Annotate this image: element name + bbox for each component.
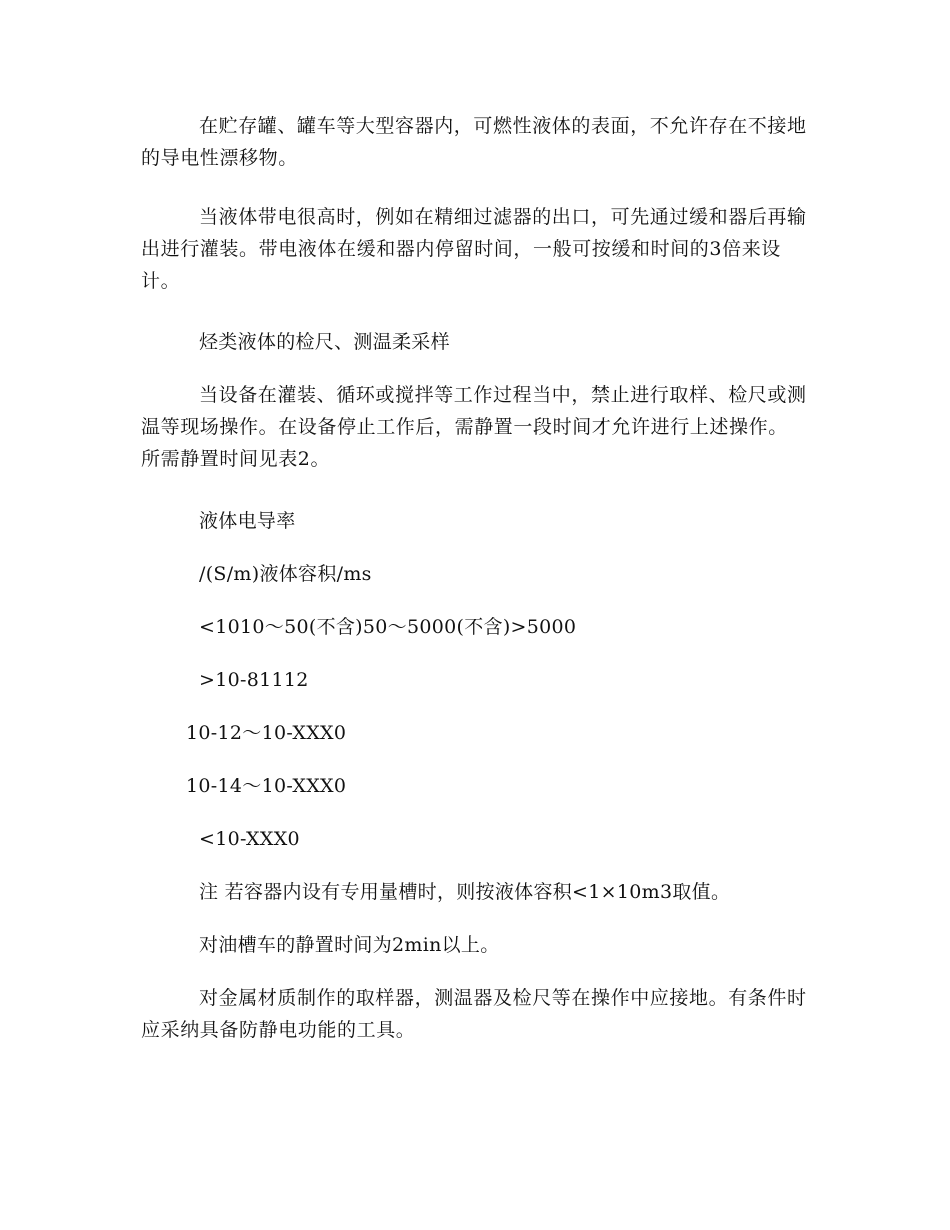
table-row-3: 10-14～10-XXX0	[186, 775, 347, 797]
section-heading-sampling: 烃类液体的检尺、测温柔采样	[199, 331, 450, 353]
table-note: 注 若容器内设有专用量槽时，则按液体容积<1×10m3取值。	[199, 881, 731, 903]
paragraph-floating-objects: 在贮存罐、罐车等大型容器内，可燃性液体的表面，不允许存在不接地的导电性漂移物。	[141, 115, 807, 169]
table-header-conductivity: 液体电导率	[199, 510, 296, 532]
paragraph-relaxation-device: 当液体带电很高时，例如在精细过滤器的出口，可先通过缓和器后再输出进行灌装。带电液体在缓和器内停留时间，一般可按缓和时间的3倍来设计。	[141, 206, 807, 292]
table-row-volume-ranges: <1010～50(不含)50～5000(不含)>5000	[199, 616, 577, 638]
table-row-4: <10-XXX0	[199, 828, 300, 850]
paragraph-grounding-tools: 对金属材质制作的取样器，测温器及检尺等在操作中应接地。有条件时应采纳具备防静电功能的工具。	[141, 987, 807, 1041]
table-row-2: 10-12～10-XXX0	[186, 722, 347, 744]
table-row-1: >10-81112	[199, 669, 309, 691]
table-header-units-volume: /(S/m)液体容积/ms	[199, 563, 372, 585]
paragraph-static-time: 当设备在灌装、循环或搅拌等工作过程当中，禁止进行取样、检尺或测温等现场操作。在设备停止工作后，需静置一段时间才允许进行上述操作。所需静置时间见表2。	[141, 384, 807, 470]
paragraph-tanker-time: 对油槽车的静置时间为2min以上。	[199, 934, 500, 956]
